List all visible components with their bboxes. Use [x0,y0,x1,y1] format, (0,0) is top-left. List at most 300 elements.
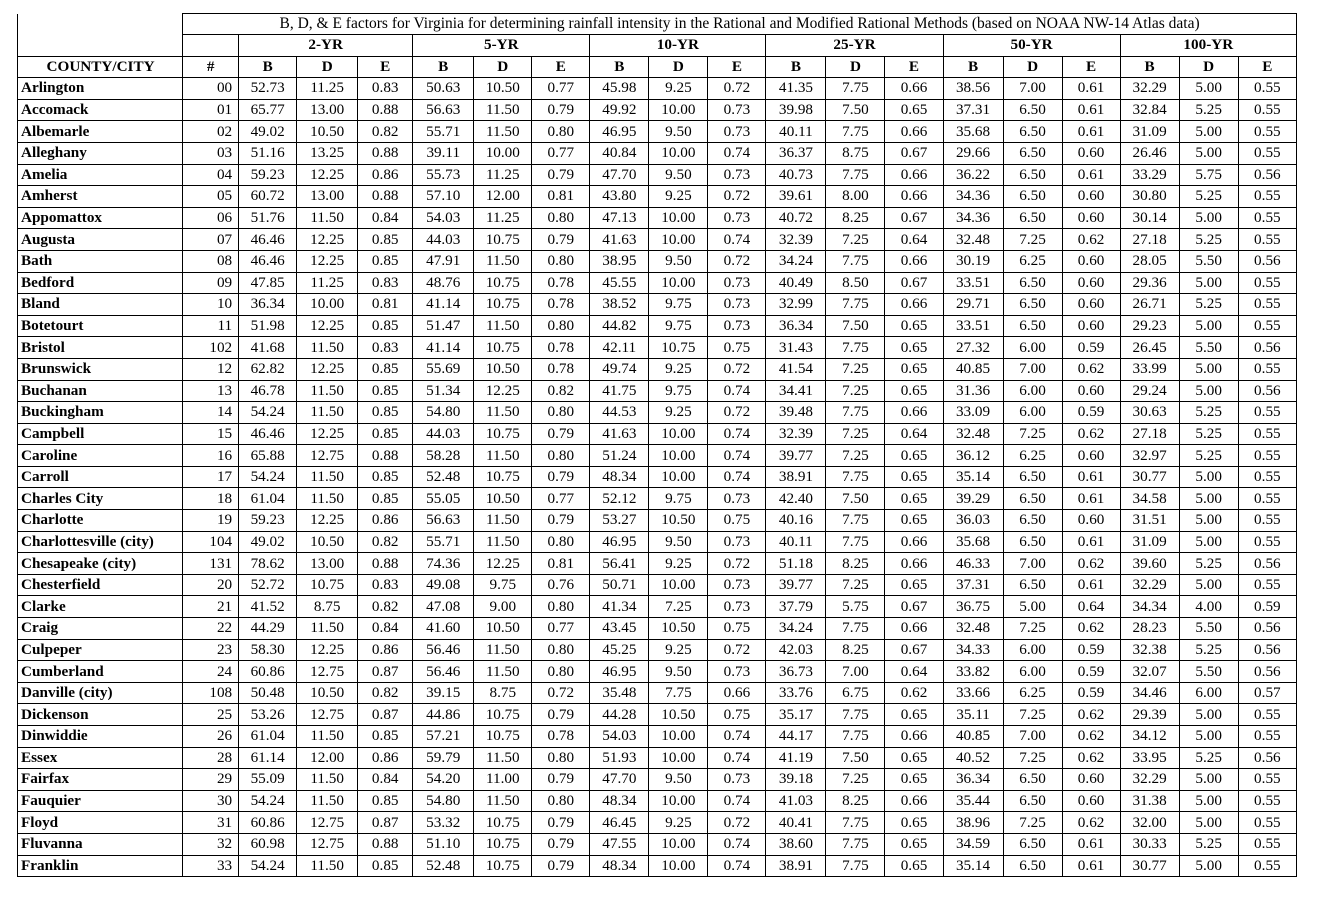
value-cell-25yr-d: 7.75 [826,78,885,100]
value-cell-2yr-d: 12.25 [297,250,358,272]
value-cell-100yr-d: 4.00 [1179,596,1238,618]
value-cell-100yr-b: 32.00 [1120,812,1179,834]
table-row [18,402,1297,424]
table-row [18,596,1297,618]
value-cell-100yr-b: 30.77 [1120,466,1179,488]
value-cell-25yr-d: 7.75 [826,855,885,877]
value-cell-10yr-b: 43.80 [590,186,649,208]
value-cell-100yr-e: 0.55 [1238,769,1296,791]
value-cell-50yr-b: 46.33 [943,553,1003,575]
value-cell-10yr-e: 0.74 [708,423,766,445]
value-cell-50yr-b: 35.44 [943,790,1003,812]
value-cell-50yr-b: 35.68 [943,531,1003,553]
value-cell-10yr-e: 0.72 [708,402,766,424]
value-cell-50yr-b: 38.96 [943,812,1003,834]
value-cell-2yr-e: 0.82 [358,531,413,553]
table-row [18,380,1297,402]
value-cell-50yr-d: 6.50 [1003,121,1062,143]
column-header-county: COUNTY/CITY [18,56,183,78]
value-cell-2yr-d: 12.75 [297,661,358,683]
value-cell-5yr-b: 54.03 [413,207,474,229]
value-cell-10yr-d: 10.75 [649,337,708,359]
value-cell-100yr-e: 0.55 [1238,142,1296,164]
value-cell-2yr-b: 60.86 [239,661,297,683]
county-id-cell: 25 [183,704,239,726]
value-cell-5yr-d: 10.75 [474,704,532,726]
value-cell-25yr-b: 41.35 [766,78,826,100]
table-row [18,229,1297,251]
value-cell-25yr-d: 7.25 [826,380,885,402]
value-cell-50yr-d: 6.00 [1003,380,1062,402]
value-cell-2yr-e: 0.83 [358,337,413,359]
value-cell-25yr-e: 0.66 [885,78,943,100]
value-cell-2yr-e: 0.85 [358,726,413,748]
county-name-cell: Clarke [18,596,183,618]
value-cell-50yr-e: 0.61 [1062,121,1120,143]
value-cell-5yr-e: 0.72 [532,682,590,704]
value-cell-50yr-e: 0.61 [1062,833,1120,855]
value-cell-10yr-d: 9.25 [649,402,708,424]
table-row [18,250,1297,272]
value-cell-10yr-e: 0.72 [708,812,766,834]
value-cell-50yr-d: 6.50 [1003,99,1062,121]
value-cell-5yr-b: 57.21 [413,726,474,748]
value-cell-50yr-d: 6.00 [1003,661,1062,683]
county-id-cell: 108 [183,682,239,704]
value-cell-2yr-e: 0.88 [358,445,413,467]
table-row [18,769,1297,791]
value-cell-50yr-b: 31.36 [943,380,1003,402]
value-cell-5yr-b: 39.11 [413,142,474,164]
value-cell-5yr-b: 44.03 [413,423,474,445]
value-cell-5yr-e: 0.77 [532,488,590,510]
value-cell-25yr-d: 8.25 [826,639,885,661]
value-cell-50yr-b: 32.48 [943,229,1003,251]
value-cell-25yr-b: 34.24 [766,618,826,640]
value-cell-2yr-e: 0.85 [358,250,413,272]
value-cell-25yr-b: 41.19 [766,747,826,769]
value-cell-10yr-b: 46.45 [590,812,649,834]
county-id-cell: 19 [183,510,239,532]
value-cell-100yr-d: 5.00 [1179,207,1238,229]
value-cell-25yr-d: 7.75 [826,250,885,272]
value-cell-2yr-d: 13.00 [297,99,358,121]
value-cell-5yr-e: 0.80 [532,250,590,272]
value-cell-5yr-e: 0.80 [532,121,590,143]
value-cell-25yr-e: 0.65 [885,510,943,532]
county-name-cell: Essex [18,747,183,769]
value-cell-10yr-d: 10.00 [649,229,708,251]
county-name-cell: Bristol [18,337,183,359]
value-cell-100yr-d: 5.00 [1179,510,1238,532]
value-cell-10yr-d: 9.75 [649,294,708,316]
value-cell-100yr-d: 5.75 [1179,164,1238,186]
column-header-25yr-d: D [826,56,885,78]
value-cell-10yr-e: 0.74 [708,747,766,769]
value-cell-2yr-b: 46.46 [239,229,297,251]
value-cell-10yr-b: 50.71 [590,574,649,596]
value-cell-10yr-d: 9.75 [649,488,708,510]
value-cell-100yr-d: 5.25 [1179,294,1238,316]
value-cell-25yr-e: 0.64 [885,423,943,445]
value-cell-5yr-d: 9.00 [474,596,532,618]
value-cell-2yr-d: 11.50 [297,790,358,812]
value-cell-5yr-d: 10.50 [474,358,532,380]
group-header-25yr: 25-YR [766,35,943,57]
county-id-cell: 20 [183,574,239,596]
value-cell-5yr-d: 11.50 [474,121,532,143]
table-row [18,488,1297,510]
value-cell-25yr-b: 33.76 [766,682,826,704]
value-cell-50yr-b: 29.66 [943,142,1003,164]
group-header-5yr: 5-YR [413,35,590,57]
value-cell-25yr-d: 7.50 [826,747,885,769]
value-cell-2yr-d: 11.50 [297,380,358,402]
value-cell-2yr-e: 0.86 [358,639,413,661]
value-cell-10yr-b: 47.70 [590,769,649,791]
value-cell-10yr-e: 0.73 [708,596,766,618]
value-cell-50yr-b: 33.66 [943,682,1003,704]
value-cell-100yr-d: 5.25 [1179,99,1238,121]
value-cell-2yr-b: 58.30 [239,639,297,661]
table-row [18,682,1297,704]
value-cell-10yr-e: 0.74 [708,466,766,488]
value-cell-5yr-b: 54.80 [413,790,474,812]
value-cell-5yr-e: 0.80 [532,207,590,229]
value-cell-10yr-d: 10.50 [649,704,708,726]
value-cell-25yr-b: 36.34 [766,315,826,337]
value-cell-5yr-d: 12.00 [474,186,532,208]
column-header-2yr-e: E [358,56,413,78]
value-cell-5yr-b: 41.14 [413,294,474,316]
county-id-cell: 102 [183,337,239,359]
value-cell-25yr-e: 0.66 [885,553,943,575]
county-id-cell: 13 [183,380,239,402]
value-cell-50yr-d: 6.50 [1003,488,1062,510]
value-cell-50yr-d: 6.50 [1003,142,1062,164]
value-cell-5yr-b: 59.79 [413,747,474,769]
value-cell-50yr-e: 0.62 [1062,229,1120,251]
value-cell-10yr-e: 0.74 [708,445,766,467]
value-cell-2yr-d: 12.25 [297,229,358,251]
value-cell-2yr-b: 53.26 [239,704,297,726]
value-cell-2yr-d: 10.50 [297,682,358,704]
value-cell-5yr-d: 10.50 [474,488,532,510]
value-cell-2yr-d: 12.25 [297,315,358,337]
value-cell-100yr-e: 0.55 [1238,402,1296,424]
value-cell-2yr-b: 54.24 [239,855,297,877]
column-header-10yr-d: D [649,56,708,78]
value-cell-10yr-d: 10.50 [649,510,708,532]
value-cell-50yr-d: 7.00 [1003,358,1062,380]
county-id-cell: 16 [183,445,239,467]
value-cell-10yr-d: 10.00 [649,207,708,229]
value-cell-25yr-d: 7.75 [826,704,885,726]
value-cell-5yr-b: 53.32 [413,812,474,834]
county-id-cell: 05 [183,186,239,208]
value-cell-100yr-b: 34.46 [1120,682,1179,704]
value-cell-10yr-e: 0.73 [708,769,766,791]
value-cell-2yr-d: 11.50 [297,466,358,488]
value-cell-50yr-e: 0.60 [1062,207,1120,229]
value-cell-5yr-e: 0.79 [532,510,590,532]
value-cell-2yr-d: 12.00 [297,747,358,769]
value-cell-10yr-d: 10.00 [649,272,708,294]
value-cell-5yr-e: 0.77 [532,142,590,164]
value-cell-50yr-e: 0.62 [1062,704,1120,726]
value-cell-5yr-d: 10.50 [474,618,532,640]
value-cell-100yr-d: 5.00 [1179,380,1238,402]
value-cell-25yr-b: 51.18 [766,553,826,575]
value-cell-2yr-d: 11.50 [297,488,358,510]
value-cell-5yr-b: 41.14 [413,337,474,359]
value-cell-5yr-d: 10.75 [474,466,532,488]
value-cell-10yr-b: 41.63 [590,229,649,251]
value-cell-100yr-d: 5.00 [1179,769,1238,791]
value-cell-10yr-b: 38.95 [590,250,649,272]
value-cell-5yr-b: 44.03 [413,229,474,251]
value-cell-10yr-b: 41.34 [590,596,649,618]
table-row [18,423,1297,445]
value-cell-2yr-e: 0.88 [358,833,413,855]
value-cell-50yr-e: 0.60 [1062,510,1120,532]
value-cell-50yr-e: 0.60 [1062,272,1120,294]
value-cell-50yr-d: 6.50 [1003,510,1062,532]
county-id-cell: 104 [183,531,239,553]
value-cell-25yr-b: 36.73 [766,661,826,683]
value-cell-50yr-b: 34.59 [943,833,1003,855]
value-cell-5yr-e: 0.78 [532,358,590,380]
value-cell-2yr-b: 61.14 [239,747,297,769]
value-cell-50yr-e: 0.60 [1062,380,1120,402]
value-cell-50yr-b: 40.85 [943,726,1003,748]
value-cell-2yr-e: 0.86 [358,747,413,769]
value-cell-100yr-d: 5.00 [1179,531,1238,553]
value-cell-10yr-b: 52.12 [590,488,649,510]
value-cell-100yr-e: 0.55 [1238,445,1296,467]
county-id-cell: 04 [183,164,239,186]
value-cell-2yr-e: 0.85 [358,466,413,488]
value-cell-5yr-e: 0.80 [532,531,590,553]
county-name-cell: Charles City [18,488,183,510]
table-row [18,358,1297,380]
value-cell-25yr-d: 7.75 [826,121,885,143]
value-cell-100yr-d: 5.00 [1179,790,1238,812]
value-cell-5yr-e: 0.82 [532,380,590,402]
value-cell-50yr-b: 40.85 [943,358,1003,380]
value-cell-2yr-b: 51.98 [239,315,297,337]
value-cell-10yr-d: 9.50 [649,121,708,143]
table-row [18,747,1297,769]
value-cell-100yr-b: 33.95 [1120,747,1179,769]
value-cell-10yr-e: 0.74 [708,380,766,402]
column-header-25yr-b: B [766,56,826,78]
value-cell-5yr-d: 11.50 [474,445,532,467]
value-cell-50yr-e: 0.62 [1062,812,1120,834]
value-cell-100yr-e: 0.55 [1238,790,1296,812]
value-cell-50yr-e: 0.61 [1062,99,1120,121]
value-cell-2yr-d: 10.50 [297,531,358,553]
value-cell-50yr-e: 0.62 [1062,726,1120,748]
value-cell-100yr-d: 5.50 [1179,661,1238,683]
value-cell-25yr-d: 7.25 [826,769,885,791]
value-cell-5yr-e: 0.79 [532,704,590,726]
value-cell-10yr-d: 9.50 [649,164,708,186]
value-cell-25yr-b: 35.17 [766,704,826,726]
value-cell-5yr-e: 0.79 [532,466,590,488]
column-header-2yr-d: D [297,56,358,78]
value-cell-100yr-d: 6.00 [1179,682,1238,704]
county-id-cell: 23 [183,639,239,661]
value-cell-25yr-e: 0.66 [885,186,943,208]
value-cell-2yr-b: 51.76 [239,207,297,229]
value-cell-100yr-b: 30.77 [1120,855,1179,877]
value-cell-5yr-b: 47.91 [413,250,474,272]
value-cell-100yr-b: 27.18 [1120,423,1179,445]
table-row [18,639,1297,661]
value-cell-2yr-d: 13.00 [297,186,358,208]
value-cell-5yr-e: 0.80 [532,402,590,424]
value-cell-25yr-b: 39.77 [766,574,826,596]
table-row [18,466,1297,488]
value-cell-2yr-d: 11.50 [297,726,358,748]
value-cell-25yr-d: 7.75 [826,726,885,748]
value-cell-10yr-b: 51.24 [590,445,649,467]
value-cell-50yr-d: 6.50 [1003,833,1062,855]
value-cell-100yr-e: 0.57 [1238,682,1296,704]
value-cell-2yr-d: 10.50 [297,121,358,143]
value-cell-50yr-b: 32.48 [943,618,1003,640]
value-cell-2yr-d: 13.25 [297,142,358,164]
value-cell-100yr-b: 32.29 [1120,574,1179,596]
value-cell-100yr-e: 0.56 [1238,618,1296,640]
value-cell-10yr-e: 0.72 [708,639,766,661]
table-row [18,855,1297,877]
value-cell-25yr-b: 31.43 [766,337,826,359]
value-cell-5yr-d: 12.25 [474,553,532,575]
value-cell-100yr-b: 26.46 [1120,142,1179,164]
value-cell-2yr-b: 55.09 [239,769,297,791]
county-name-cell: Charlottesville (city) [18,531,183,553]
county-name-cell: Culpeper [18,639,183,661]
value-cell-100yr-b: 39.60 [1120,553,1179,575]
value-cell-25yr-d: 7.75 [826,402,885,424]
value-cell-5yr-d: 10.75 [474,833,532,855]
value-cell-100yr-d: 5.00 [1179,574,1238,596]
value-cell-100yr-b: 27.18 [1120,229,1179,251]
value-cell-5yr-d: 10.75 [474,855,532,877]
value-cell-5yr-e: 0.79 [532,423,590,445]
value-cell-5yr-e: 0.79 [532,164,590,186]
value-cell-5yr-b: 51.34 [413,380,474,402]
value-cell-50yr-b: 27.32 [943,337,1003,359]
value-cell-2yr-e: 0.85 [358,402,413,424]
value-cell-10yr-e: 0.74 [708,229,766,251]
value-cell-2yr-e: 0.86 [358,164,413,186]
value-cell-50yr-d: 6.50 [1003,466,1062,488]
table-row [18,574,1297,596]
value-cell-2yr-e: 0.85 [358,488,413,510]
value-cell-100yr-d: 5.50 [1179,250,1238,272]
value-cell-2yr-e: 0.85 [358,423,413,445]
county-name-cell: Charlotte [18,510,183,532]
value-cell-100yr-b: 32.29 [1120,78,1179,100]
county-id-cell: 21 [183,596,239,618]
value-cell-25yr-d: 7.75 [826,337,885,359]
value-cell-2yr-b: 65.77 [239,99,297,121]
value-cell-50yr-d: 6.25 [1003,682,1062,704]
value-cell-50yr-b: 33.09 [943,402,1003,424]
value-cell-100yr-b: 34.12 [1120,726,1179,748]
value-cell-25yr-e: 0.67 [885,272,943,294]
county-id-cell: 31 [183,812,239,834]
county-id-cell: 02 [183,121,239,143]
county-id-cell: 26 [183,726,239,748]
table-row [18,790,1297,812]
value-cell-5yr-d: 12.25 [474,380,532,402]
value-cell-2yr-e: 0.83 [358,574,413,596]
value-cell-25yr-d: 7.75 [826,812,885,834]
value-cell-50yr-b: 36.34 [943,769,1003,791]
table-row [18,337,1297,359]
value-cell-5yr-e: 0.78 [532,726,590,748]
value-cell-50yr-d: 6.50 [1003,294,1062,316]
value-cell-100yr-b: 34.58 [1120,488,1179,510]
value-cell-50yr-e: 0.60 [1062,769,1120,791]
value-cell-50yr-e: 0.60 [1062,142,1120,164]
value-cell-100yr-b: 29.39 [1120,704,1179,726]
value-cell-10yr-d: 7.75 [649,682,708,704]
value-cell-2yr-d: 12.75 [297,833,358,855]
column-header-row [18,56,1297,78]
county-id-cell: 29 [183,769,239,791]
value-cell-10yr-d: 10.00 [649,790,708,812]
value-cell-5yr-b: 51.10 [413,833,474,855]
value-cell-10yr-b: 46.95 [590,661,649,683]
value-cell-50yr-d: 6.25 [1003,250,1062,272]
value-cell-25yr-e: 0.65 [885,769,943,791]
value-cell-2yr-e: 0.81 [358,294,413,316]
value-cell-2yr-b: 54.24 [239,790,297,812]
value-cell-50yr-e: 0.62 [1062,618,1120,640]
value-cell-25yr-b: 32.99 [766,294,826,316]
value-cell-25yr-e: 0.65 [885,704,943,726]
table-row [18,99,1297,121]
value-cell-2yr-d: 11.50 [297,207,358,229]
value-cell-25yr-d: 6.75 [826,682,885,704]
value-cell-10yr-d: 9.50 [649,250,708,272]
value-cell-25yr-d: 7.50 [826,488,885,510]
table-row [18,618,1297,640]
value-cell-100yr-b: 33.99 [1120,358,1179,380]
value-cell-2yr-e: 0.85 [358,315,413,337]
value-cell-100yr-b: 32.38 [1120,639,1179,661]
value-cell-2yr-b: 41.52 [239,596,297,618]
value-cell-5yr-d: 11.50 [474,315,532,337]
value-cell-25yr-d: 7.75 [826,531,885,553]
id-header-spacer [183,35,239,57]
value-cell-2yr-e: 0.88 [358,99,413,121]
value-cell-2yr-e: 0.84 [358,618,413,640]
county-name-cell: Fluvanna [18,833,183,855]
value-cell-100yr-d: 5.00 [1179,121,1238,143]
value-cell-25yr-e: 0.66 [885,164,943,186]
value-cell-2yr-b: 61.04 [239,726,297,748]
value-cell-50yr-b: 40.52 [943,747,1003,769]
table-row [18,833,1297,855]
value-cell-10yr-b: 47.55 [590,833,649,855]
value-cell-5yr-b: 55.73 [413,164,474,186]
